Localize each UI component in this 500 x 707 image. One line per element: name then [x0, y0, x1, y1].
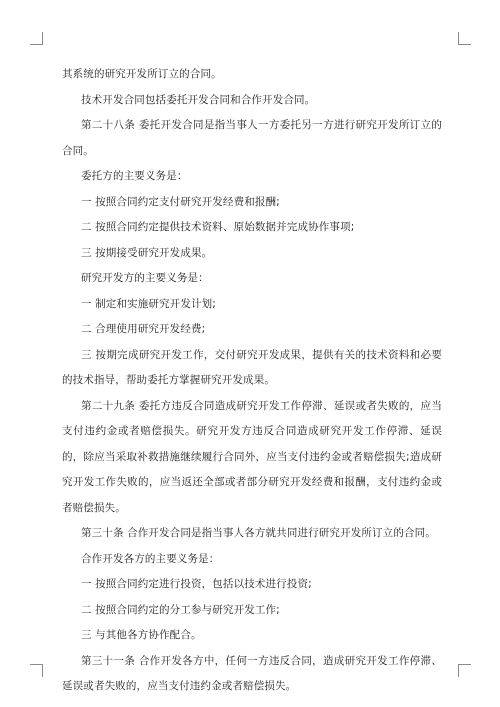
paragraph: 第三十条 合作开发合同是指当事人各方就共同进行研究开发所订立的合同。	[81, 527, 436, 539]
paragraph: 一 按照合同约定进行投资，包括以技术进行投资;	[81, 578, 312, 590]
paragraph: 一 按照合同约定支付研究开发经费和报酬;	[81, 195, 280, 208]
corner-mark-bottom-right	[458, 664, 471, 677]
paragraph: 研究开发方的主要义务是：	[81, 272, 209, 284]
paragraph: 第三十一条 合作开发各方中，任何一方违反合同，造成研究开发工作停滞、延误或者失败的，应当支付违约金或者赔偿损失。	[62, 654, 442, 692]
paragraph: 三 按期接受研究开发成果。	[81, 246, 213, 259]
paragraph: 二 合理使用研究开发经费;	[81, 323, 206, 335]
paragraph: 其系统的研究开发所订立的合同。	[62, 68, 222, 80]
paragraph: 技术开发合同包括委托开发合同和合作开发合同。	[81, 93, 316, 106]
corner-mark-top-right	[458, 32, 471, 45]
paragraph: 第二十八条 委托开发合同是指当事人一方委托另一方进行研究开发所订立的合同。	[62, 119, 442, 157]
paragraph: 合作开发各方的主要义务是：	[81, 552, 220, 565]
paragraph: 三 与其他各方协作配合。	[81, 629, 202, 641]
paragraph: 第二十九条 委托方违反合同造成研究开发工作停滞、延误或者失败的，应当支付违约金或者赔偿损失。研究开发方违反合同造成研究开发工作停滞、延误的，除应当采取补救措施继续履行合同外，应当支付违约金或者赔偿损失;造成研究开发工作失败的，应当返还全部或者部分研究开发经费和报酬，支付违约金或者赔偿损失。	[62, 399, 442, 514]
paragraph: 二 按照合同约定的分工参与研究开发工作;	[81, 603, 280, 616]
paragraph: 三 按期完成研究开发工作，交付研究开发成果，提供有关的技术资料和必要的技术指导，帮助委托方掌握研究开发成果。	[62, 348, 442, 386]
paragraph: 二 按照合同约定提供技术资料、原始数据并完成协作事项;	[81, 221, 355, 233]
corner-mark-top-left	[30, 32, 43, 45]
document-body	[62, 62, 442, 700]
paragraph: 委托方的主要义务是：	[81, 170, 188, 182]
paragraph: 一 制定和实施研究开发计划;	[81, 297, 216, 310]
corner-mark-bottom-left	[30, 664, 43, 677]
